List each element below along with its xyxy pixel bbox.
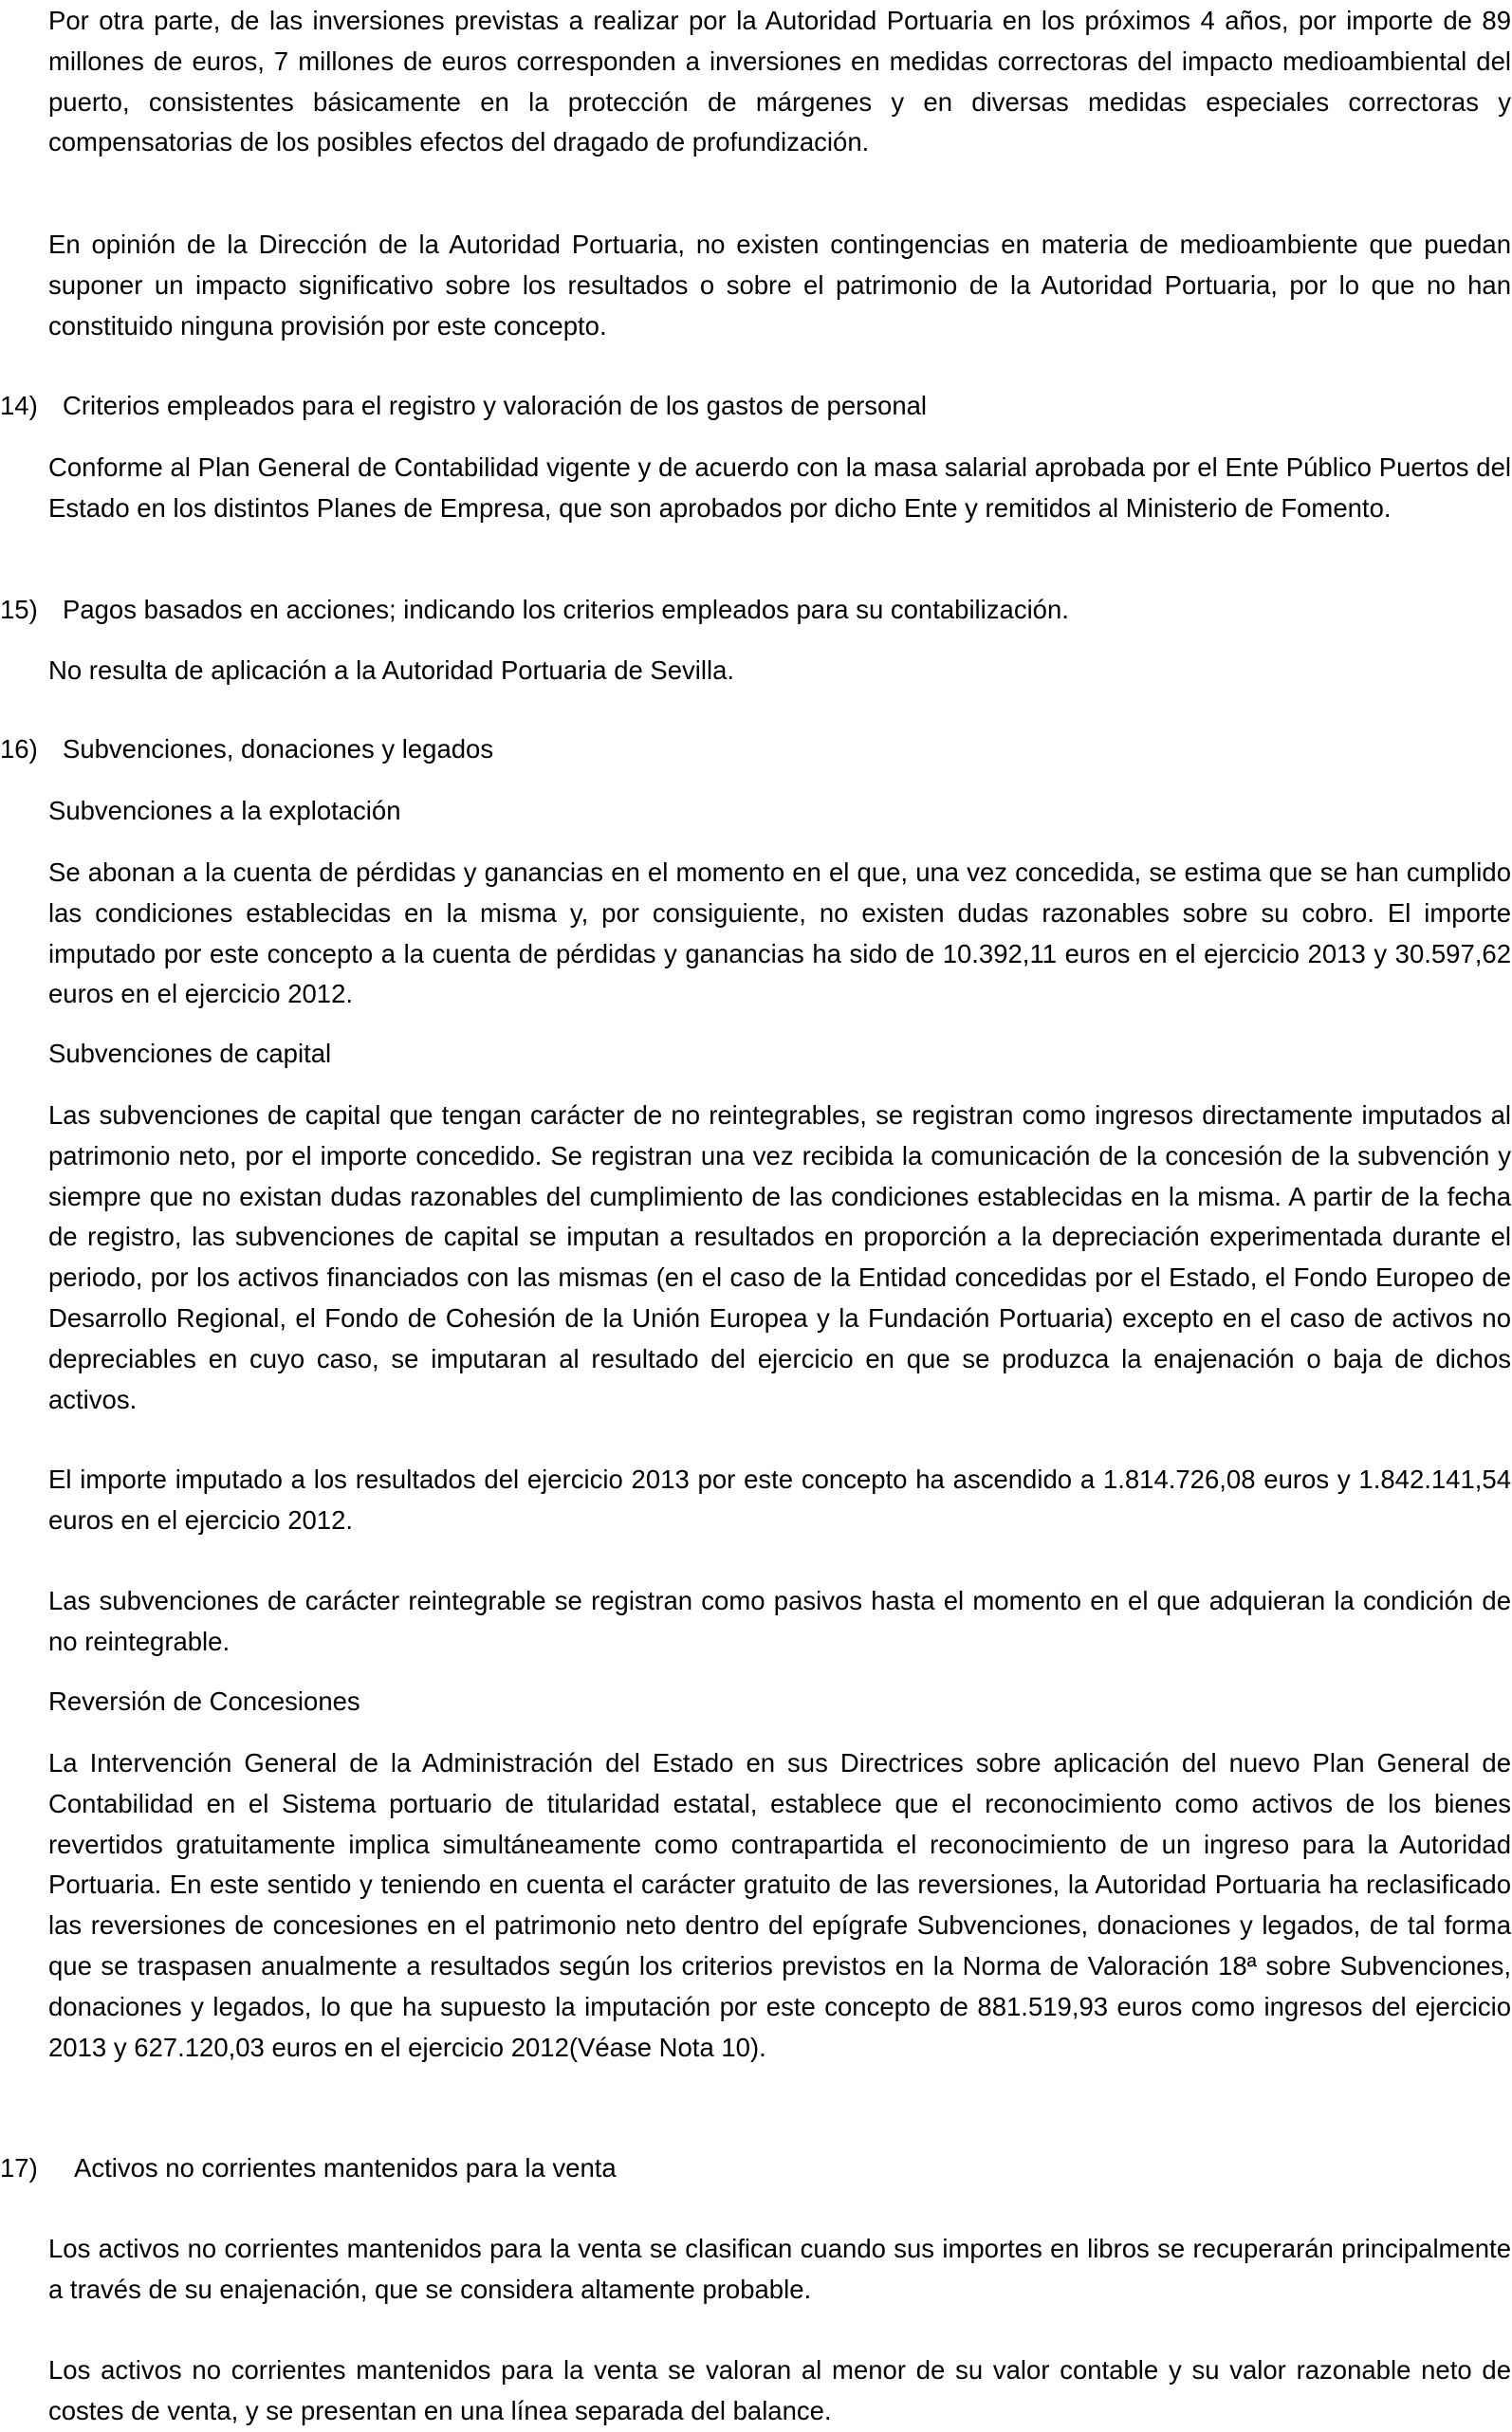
paragraph-operating-grants: Se abonan a la cuenta de pérdidas y ganancias en el momento en el que, una vez concedida, se estima que se han cumplido las condiciones establecidas en la misma y, por consiguiente, no existen dudas razonables sobre su cobro. El importe imputado por este concepto a la cuenta de pérdidas y ganancias ha sido de 10.392,11 euros en el ejercicio 2013 y 30.597,62 euros en el ejercicio 2012. [48, 857, 1511, 1009]
paragraph-environmental-investments: Por otra parte, de las inversiones previstas a realizar por la Autoridad Portuaria en los próximos 4 años, por importe de 89 millones de euros, 7 millones de euros corresponden a inversiones en medidas correctoras del impacto medioambiental del puerto, consistentes básicamente en la protección de márgenes y en diversas medidas especiales correctoras y compensatorias de los posibles efectos del dragado de profundización. [48, 6, 1511, 157]
paragraph-personnel-criteria: Conforme al Plan General de Contabilidad vigente y de acuerdo con la masa salarial aprobada por el Ente Público Puertos del Estado en los distintos Planes de Empresa, que son aprobados por dicho Ente y remitidos al Ministerio de Fomento. [48, 452, 1511, 523]
section-title: Subvenciones, donaciones y legados [63, 734, 494, 764]
section-title: Criterios empleados para el registro y valoración de los gastos de personal [63, 391, 928, 420]
paragraph-environmental-contingencies: En opinión de la Dirección de la Autoridad Portuaria, no existen contingencias en materia de medioambiente que puedan suponer un impacto significativo sobre los resultados o sobre el patrimonio de la Autoridad Portuaria, por lo que no han constituido ninguna provisión por este concepto. [48, 230, 1511, 341]
paragraph-held-for-sale-classification: Los activos no corrientes mantenidos para la venta se clasifican cuando sus importes en libros se recuperarán principalmente a través de su enajenación, que se considera altamente probable. [48, 2234, 1511, 2304]
paragraph-refundable-grants: Las subvenciones de carácter reintegrable se registran como pasivos hasta el momento en el que adquieran la condición de no reintegrable. [48, 1586, 1511, 1656]
paragraph-not-applicable: No resulta de aplicación a la Autoridad Portuaria de Sevilla. [48, 655, 735, 685]
paragraph-capital-grants-amount: El importe imputado a los resultados del ejercicio 2013 por este concepto ha ascendido a 1.814.726,08 euros y 1.842.141,54 euros en el ejercicio 2012. [48, 1465, 1511, 1535]
paragraph-concession-reversion: La Intervención General de la Administración del Estado en sus Directrices sobre aplicación del nuevo Plan General de Contabilidad en el Sistema portuario de titularidad estatal, establece que el reconocimiento como activos de los bienes revertidos gratuitamente implica simultáneamente como contrapartida el reconocimiento de un ingreso para la Autoridad Portuaria. En este sentido y teniendo en cuenta el carácter gratuito de las reversiones, la Autoridad Portuaria ha reclasificado las reversiones de concesiones en el patrimonio neto dentro del epígrafe Subvenciones, donaciones y legados, de tal forma que se traspasen anualmente a resultados según los criterios previstos en la Norma de Valoración 18ª sobre Subvenciones, donaciones y legados, lo que ha supuesto la imputación por este concepto de 881.519,93 euros como ingresos del ejercicio 2013 y 627.120,03 euros en el ejercicio 2012(Véase Nota 10). [48, 1748, 1511, 2062]
section-number: 15) [0, 595, 38, 624]
section-title: Pagos basados en acciones; indicando los criterios empleados para su contabilización. [63, 595, 1069, 624]
section-number: 17) [0, 2153, 38, 2183]
subheading-operating-grants: Subvenciones a la explotación [48, 796, 401, 825]
section-heading-17 [0, 2148, 1512, 2189]
section-heading-16 [0, 729, 1512, 770]
section-title: Activos no corrientes mantenidos para la venta [74, 2153, 617, 2183]
section-heading-15 [0, 590, 1512, 631]
subheading-concession-reversion: Reversión de Concesiones [48, 1686, 360, 1716]
section-number: 16) [0, 734, 38, 764]
subheading-capital-grants: Subvenciones de capital [48, 1039, 332, 1068]
section-number: 14) [0, 391, 38, 420]
paragraph-held-for-sale-valuation: Los activos no corrientes mantenidos para la venta se valoran al menor de su valor contable y su valor razonable neto de costes de venta, y se presentan en una línea separada del balance. [48, 2355, 1511, 2425]
paragraph-capital-grants: Las subvenciones de capital que tengan carácter de no reintegrables, se registran como ingresos directamente imputados al patrimonio neto, por el importe concedido. Se registran una vez recibida la comunicación de la concesión de la subvención y siempre que no existan dudas razonables del cumplimiento de las condiciones establecidas en la misma. A partir de la fecha de registro, las subvenciones de capital se imputan a resultados en proporción a la depreciación experimentada durante el periodo, por los activos financiados con las mismas (en el caso de la Entidad concedidas por el Estado, el Fondo Europeo de Desarrollo Regional, el Fondo de Cohesión de la Unión Europea y la Fundación Portuaria) excepto en el caso de activos no depreciables en cuyo caso, se imputaran al resultado del ejercicio en que se produzca la enajenación o baja de dichos activos. [48, 1100, 1511, 1414]
section-heading-14 [0, 386, 1512, 427]
